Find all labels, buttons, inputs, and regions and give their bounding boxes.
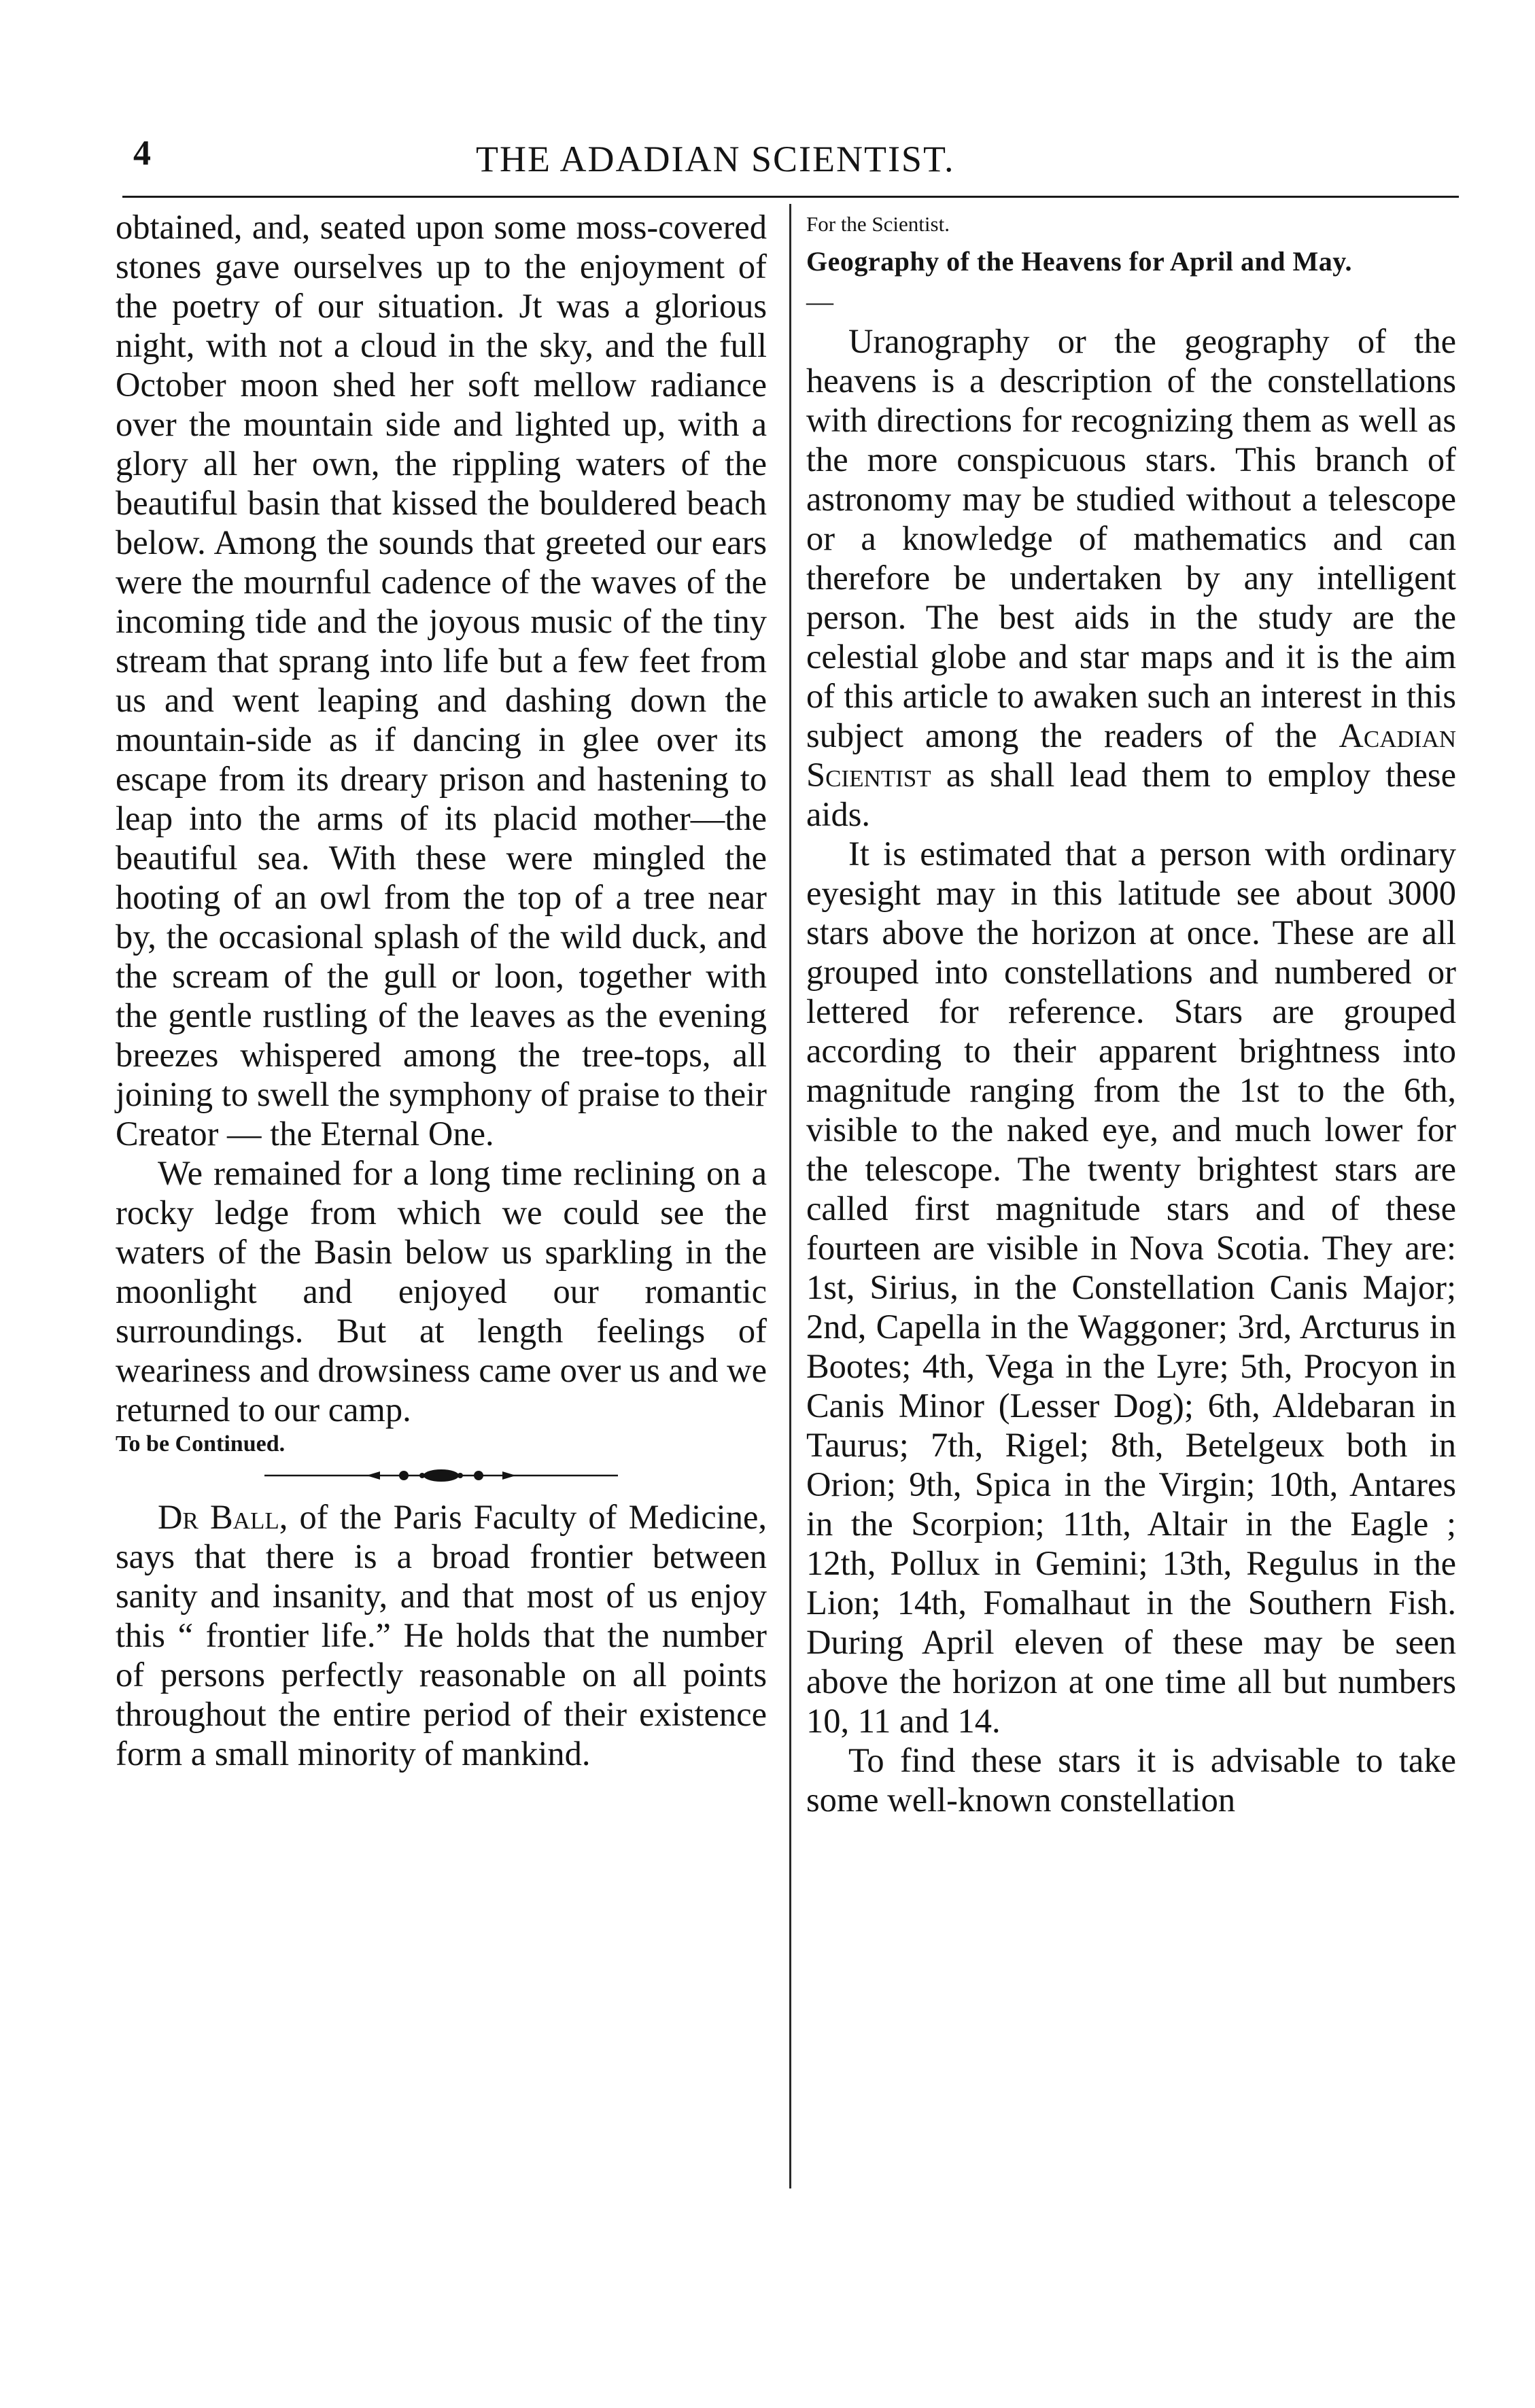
article-paragraph-1-end: as shall lead them to employ these aids. [806,756,1456,833]
column-divider [789,204,791,2188]
running-title: THE ADADIAN SCIENTIST. [476,139,955,179]
note-name: Dr Ball [158,1498,279,1536]
article-title: Geography of the Heavens for April and May. [806,246,1352,277]
article-paragraph-2: It is estimated that a person with ordinary eyesight may in this latitude see about 3000 stars above the horizon at once. These are all grouped into constellations and numbered or lettered for reference. Stars are grouped according to their apparent brightness into magnitude ranging from the 1st to the 6th, visible to the naked eye, and much lower for the telescope. The twenty brightest stars are called first magnitude stars and of these fourteen are visible in Nova Scotia. They are: 1st, Sirius, in the Constellation Canis Major; 2nd, Capella in the Waggoner; 3rd, Arcturus in Bootes; 4th, Vega in the Lyre; 5th, Procyon in Canis Minor (Lesser Dog); 6th, Aldebaran in Taurus; 7th, Rigel; 8th, Betelgeux both in Orion; 9th, Spica in the Virgin; 10th, Antares in the Scorpion; 11th, Altair in the Eagle ; 12th, Pollux in Gemini; 13th, Regulus in the Lion; 14th, Fomalhaut in the Southern Fish. During April eleven of these may be seen above the horizon at one time all but numbers 10, 11 and 14. [806,835,1456,1740]
article-kicker: For the Scientist. [806,212,950,236]
narrative-paragraph-1: obtained, and, seated upon some moss-covered stones gave ourselves up to the enjoyment of the poetry of our situation. Jt was a glorious night, with not a cloud in the sky, and the full October moon shed her soft mellow radiance over the mountain side and lighted up, with a glory all her own, the rippling waters of the beautiful basin that kissed the bouldered beach below. Among the sounds that greeted our ears were the mournful cadence of the waves of the incoming tide and the joyous music of the tiny stream that sprang into life but a few feet from us and went leaping and dashing down the mountain-side as if dancing in glee over its escape from its dreary prison and hastening to leap into the arms of its placid mother—the beautiful sea. With these were mingled the hooting of an owl from the top of a tree near by, the occasional splash of the wild duck, and the scream of the gull or loon, together with the gentle rustling of the leaves as the evening breezes whispered among the tree-tops, all joining to swell the symphony of praise to their Creator — the Eternal One. [116,208,767,1153]
page-number: 4 [133,134,151,173]
article-paragraph-1 [806,321,1456,834]
article-paragraph-1-text: Uranography or the geography of the heavens is a description of the constellations with directions for recognizing them as well as the more conspicuous stars. This branch of astronomy may be studied without a telescope or a knowledge of mathematics and can therefore be undertaken by any intelligent person. The best aids in the study are the celestial globe and star maps and it is the aim of this article to awaken such an interest in this subject among the readers of the [806,322,1456,754]
journal-name: Acadian Scientist [806,716,1456,794]
article-paragraph-3: To find these stars it is advisable to take some well-known constellation [806,1741,1456,1819]
title-dash: — [806,286,833,317]
narrative-paragraph-2: We remained for a long time reclining on a rocky ledge from which we could see the waters of the Basin below us sparkling in the moonlight and enjoyed our romantic surroundings. But at length feelings of weariness and drowsiness came over us and we returned to our camp. [116,1154,767,1429]
note-paragraph [116,1497,767,1773]
note-text: , of the Paris Faculty of Medicine, says that there is a broad frontier between sanity and insanity, and that most of us enjoy this “ frontier life.” He holds that the number of persons perfectly reasonable on all points throughout the entire period of their existence form a small minority of mankind. [116,1498,767,1773]
left-column [116,207,767,1773]
right-column [806,207,1456,1819]
ornamental-divider [264,1469,618,1482]
header-rule [122,196,1459,198]
continued-notice: To be Continued. [116,1431,286,1456]
